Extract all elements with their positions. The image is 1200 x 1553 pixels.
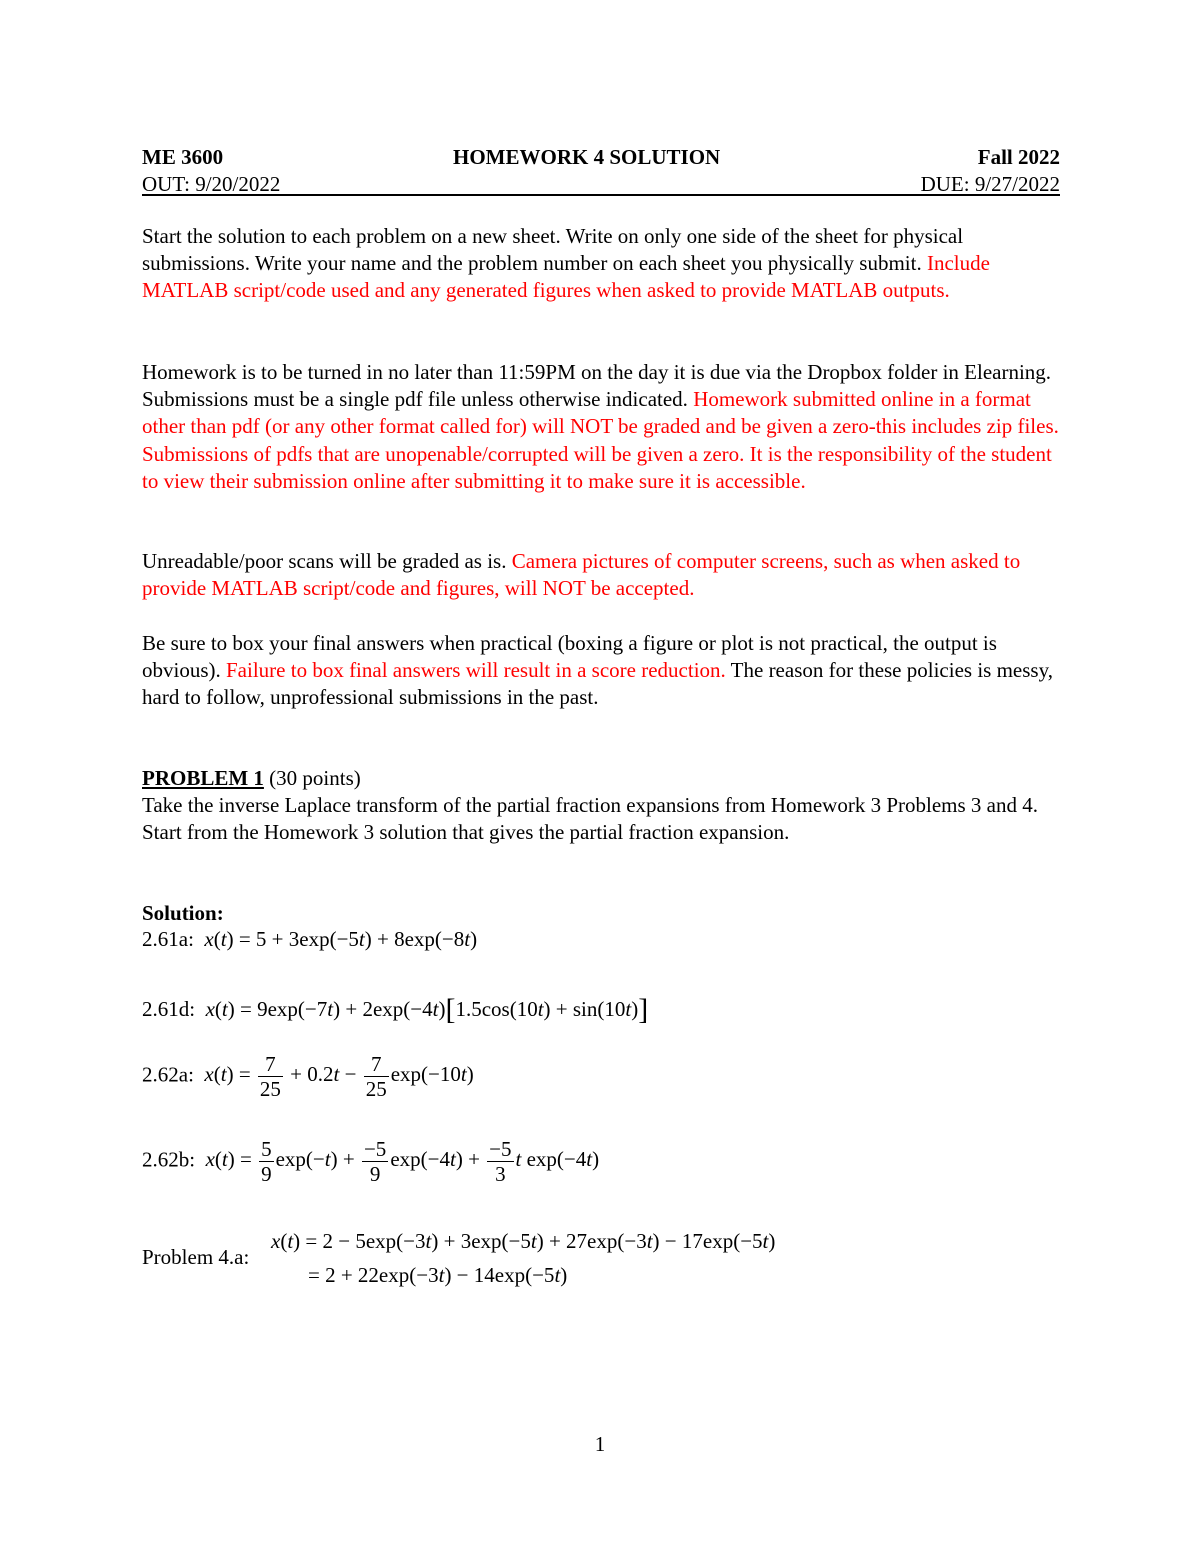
problem-points: (30 points) xyxy=(263,766,361,790)
due-date: DUE: 9/27/2022 xyxy=(920,172,1060,196)
equation-label: 2.62a: xyxy=(142,1062,194,1087)
equation-label: 2.61d: xyxy=(142,997,196,1021)
instructions-warning: Failure to box final answers will result in a score reduction. xyxy=(226,658,726,683)
problem-1 xyxy=(142,765,1067,847)
instructions-text: The reason for these policies is messy, hard to follow, unprofessional submissions in the past. xyxy=(142,658,1053,710)
equation-2-62a xyxy=(142,1052,474,1101)
instructions-paragraph-3 xyxy=(142,548,1067,602)
instructions-warning: Camera pictures of computer screens, such as when asked to provide MATLAB script/code and figures, will NOT be accepted. xyxy=(142,549,1021,601)
math-expression: x(t) = $\frac{5}{9}$ exp(−t) + $\frac{-5}{9}$ exp(−4t) + $\frac{-5}{3}$ t exp(−4t) xyxy=(205,1137,600,1187)
problem-text: Take the inverse Laplace transform of the partial fraction expansions from Homework 3 Problems 3 and 4. Start from the Homework 3 solution that gives the partial fraction expansion. xyxy=(142,793,1038,845)
solution-heading: Solution: xyxy=(142,901,224,925)
equation-2-61a xyxy=(142,927,477,952)
equation-2-61d xyxy=(142,993,648,1027)
instructions-text: Unreadable/poor scans will be graded as is. xyxy=(142,549,512,573)
course-code: ME 3600 xyxy=(142,145,224,169)
out-date: OUT: 9/20/2022 xyxy=(142,172,281,196)
equation-label: 2.61a: xyxy=(142,927,194,951)
problem-title: PROBLEM 1 xyxy=(142,766,264,790)
equation-2-62b xyxy=(142,1137,599,1186)
math-expression: x(t) = $\frac{7}{25}$ + 0.2t − $\frac{7}{25}$ exp(−10t) xyxy=(204,1052,474,1102)
math-expression: x(t) = 9exp(−7t) + 2exp(−4t)[1.5cos(10t) + sin(10t)] xyxy=(205,993,649,1026)
equation-problem-4a-line-2: = 2 + 22exp(−3t) − 14exp(−5t) xyxy=(308,1263,568,1287)
instructions-paragraph-4 xyxy=(142,630,1067,712)
instructions-warning: Include MATLAB script/code used and any generated figures when asked to provide MATLAB outputs. xyxy=(142,251,990,303)
equation-problem-4a-label: Problem 4.a: xyxy=(142,1245,250,1269)
instructions-warning: Homework submitted online in a format other than pdf (or any other format called for) will NOT be graded and be given a zero-this includes zip files. Submissions of pdfs that are unopenable/corrupted will be given a zero. It is the responsibility of the student to view their submission online after submitting it to make sure it is accessible. xyxy=(142,387,1059,493)
math-expression: x(t) = 5 + 3exp(−5t) + 8exp(−8t) xyxy=(204,927,478,951)
term: Fall 2022 xyxy=(977,145,1060,169)
instructions-text: Be sure to box your final answers when practical (boxing a figure or plot is not practical, the output is obvious). xyxy=(142,631,997,683)
equation-label: 2.62b: xyxy=(142,1147,196,1172)
page-number: 1 xyxy=(594,1432,606,1456)
instructions-paragraph-2 xyxy=(142,359,1067,495)
instructions-paragraph-1 xyxy=(142,223,1067,305)
instructions-text: Start the solution to each problem on a new sheet. Write on only one side of the sheet for physical submissions. Write your name and the problem number on each sheet you physically submit. xyxy=(142,224,964,276)
instructions-text: Homework is to be turned in no later than 11:59PM on the day it is due via the Dropbox folder in Elearning. Submissions must be a single pdf file unless otherwise indicated. xyxy=(142,360,1052,412)
header-rule xyxy=(142,194,1060,196)
document-title: HOMEWORK 4 SOLUTION xyxy=(453,145,721,169)
equation-problem-4a-line-1: x(t) = 2 − 5exp(−3t) + 3exp(−5t) + 27exp(−3t) − 17exp(−5t) xyxy=(271,1229,776,1253)
